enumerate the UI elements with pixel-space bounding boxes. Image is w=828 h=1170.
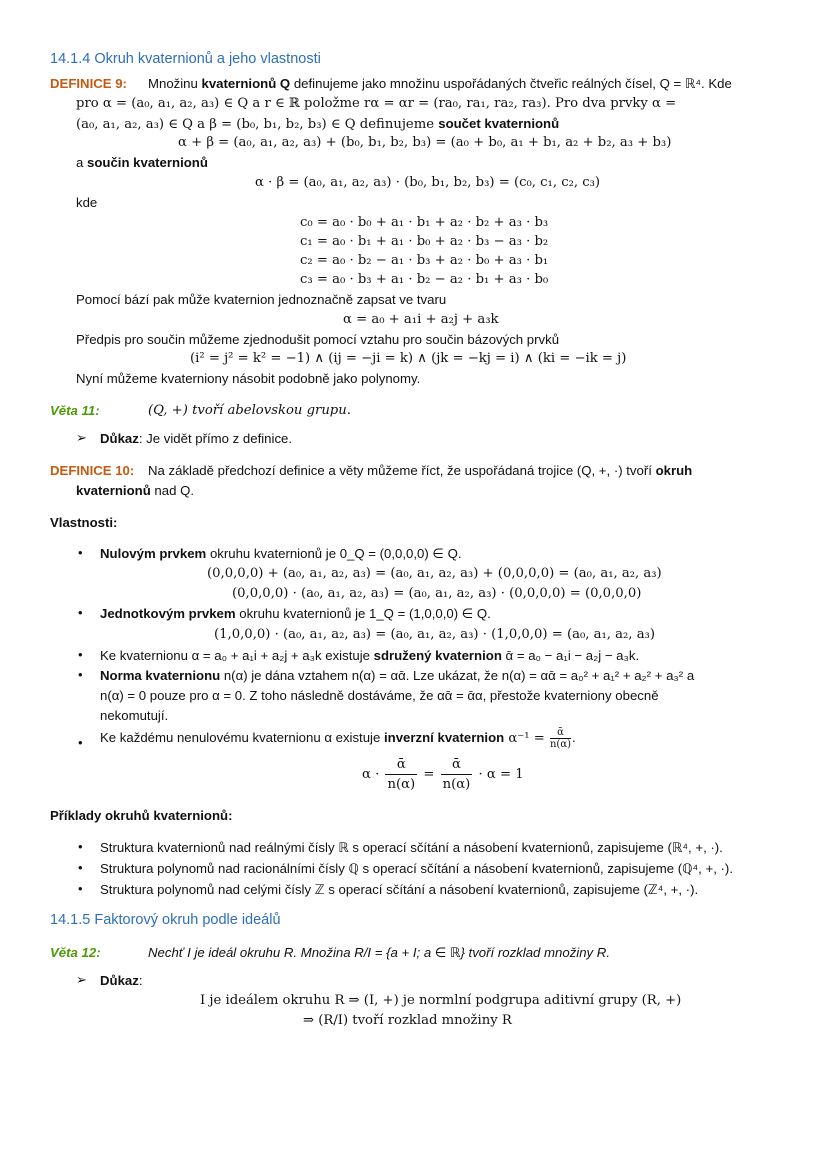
bold-term: sdružený kvaternion <box>373 648 502 663</box>
text-run: a <box>76 155 87 170</box>
arrow-bullet-icon: ➢ <box>76 972 87 987</box>
text-run: = <box>419 767 439 782</box>
inverse-fraction <box>550 727 571 750</box>
bullet-icon: • <box>78 881 83 896</box>
text-run: Množinu <box>148 76 202 91</box>
definition-line: pro α = (a₀, a₁, a₂, a₃) ∈ Q a r ∈ ℝ položme rα = αr = (ra₀, ra₁, ra₂, ra₃). Pro dva prvky α = <box>76 96 677 111</box>
definition-line: Pomocí bází pak může kvaternion jednoznačně zapsat ve tvaru <box>76 292 447 307</box>
definition-line: Nyní můžeme kvaterniony násobit podobně jako polynomy. <box>76 371 421 386</box>
text-run: · α = 1 <box>474 767 524 782</box>
text-run: α · <box>362 767 384 782</box>
product-formula: α · β = (a₀, a₁, a₂, a₃) · (b₀, b₁, b₂, b₃) = (c₀, c₁, c₂, c₃) <box>255 175 601 190</box>
text-run: okruhu kvaternionů je 0_Q = (0,0,0,0) ∈ Q. <box>206 546 462 561</box>
text-run: (a₀, a₁, a₂, a₃) ∈ Q a β = (b₀, b₁, b₂, b₃) ∈ Q definujeme <box>76 117 439 132</box>
property-item: Ke každému nenulovému kvaternionu α existuje inverzní kvaternion α⁻¹ = $\frac{\text{ᾱ}}{n(\alpha)}$. <box>100 727 576 750</box>
text-run: Ke kvaternionu α = a₀ + a₁i + a₂j + a₃k existuje <box>100 648 374 663</box>
fraction <box>441 755 473 794</box>
property-line: nekomutují. <box>100 708 169 723</box>
bullet-icon: • <box>78 545 83 560</box>
bullet-icon: • <box>78 735 83 750</box>
bold-term: součin kvaternionů <box>87 155 208 170</box>
arrow-bullet-icon: ➢ <box>76 430 87 445</box>
fraction-numerator: ᾱ <box>550 727 571 739</box>
inverse-formula <box>362 755 524 794</box>
section-heading: 14.1.5 Faktorový okruh podle ideálů <box>50 912 281 928</box>
theorem-statement: Nechť I je ideál okruhu R. Množina R/I = {a + I; a ∈ ℝ} tvoří rozklad množiny R. <box>148 945 610 960</box>
bold-term: součet kvaternionů <box>438 116 560 131</box>
fraction-denominator: n(α) <box>442 777 471 792</box>
property-formula: (0,0,0,0) + (a₀, a₁, a₂, a₃) = (a₀, a₁, a₂, a₃) + (0,0,0,0) = (a₀, a₁, a₂, a₃) <box>207 566 662 581</box>
theorem-label: Věta 11: <box>50 403 100 418</box>
text-run: ᾱ = a₀ − a₁i − a₂j − a₃k. <box>501 648 640 663</box>
definition-line <box>76 114 559 134</box>
section-heading: 14.1.4 Okruh kvaternionů a jeho vlastnosti <box>50 51 321 67</box>
properties-heading: Vlastnosti: <box>50 515 118 530</box>
bold-term: kvaternionů <box>76 483 151 498</box>
fraction-denominator: n(α) <box>549 739 571 750</box>
bold-term: Nulovým prvkem <box>100 546 207 561</box>
bold-term: Jednotkovým prvkem <box>100 606 236 621</box>
bullet-icon: • <box>78 839 83 854</box>
bullet-icon: • <box>78 860 83 875</box>
example-item: Struktura kvaternionů nad reálnými čísly ℝ s operací sčítání a násobení kvaternionů, zapisujeme (ℝ⁴, +, ·). <box>100 840 723 855</box>
theorem-statement: (Q, +) tvoří abelovskou grupu. <box>148 403 351 418</box>
text-run: definujeme jako množinu uspořádaných čtveřic reálných čísel, Q = ℝ⁴. Kde <box>290 76 732 91</box>
bullet-icon: • <box>78 647 83 662</box>
text-run: α⁻¹ = <box>504 730 549 746</box>
text-run: nad Q. <box>150 483 195 498</box>
text-run: : <box>138 973 143 988</box>
text-run: Na základě předchozí definice a věty můžeme říct, že uspořádaná trojice (Q, +, ·) tvoří <box>148 463 656 478</box>
proof-label: Důkaz <box>100 973 139 988</box>
fraction-numerator: ᾱ <box>385 755 417 775</box>
proof-line <box>100 971 143 990</box>
property-item <box>100 604 491 623</box>
property-formula: (1,0,0,0) · (a₀, a₁, a₂, a₃) = (a₀, a₁, a₂, a₃) · (1,0,0,0) = (a₀, a₁, a₂, a₃) <box>214 627 655 642</box>
sum-formula: α + β = (a₀, a₁, a₂, a₃) + (b₀, b₁, b₂, b₃) = (a₀ + b₀, a₁ + b₁, a₂ + b₂, a₃ + b₃) <box>178 135 672 150</box>
formula-c2: c₂ = a₀ · b₂ − a₁ · b₃ + a₂ · b₀ + a₃ · b₁ <box>300 253 549 268</box>
definition-line: kde <box>76 195 98 210</box>
property-item <box>100 646 639 665</box>
definition-label: DEFINICE 9: <box>50 76 127 91</box>
basis-formula: α = a₀ + a₁i + a₂j + a₃k <box>343 312 499 327</box>
bold-term: kvaternionů Q <box>201 76 291 91</box>
bold-term: okruh <box>655 463 693 478</box>
example-item: Struktura polynomů nad racionálními čísly ℚ s operací sčítání a násobení kvaternionů, zapisujeme (ℚ⁴, +, ·). <box>100 861 733 876</box>
property-item <box>100 666 694 685</box>
definition-line <box>76 481 194 500</box>
formula-c0: c₀ = a₀ · b₀ + a₁ · b₁ + a₂ · b₂ + a₃ · b₃ <box>300 215 549 230</box>
text-run: okruhu kvaternionů je 1_Q = (1,0,0,0) ∈ Q. <box>235 606 491 621</box>
examples-heading: Příklady okruhů kvaternionů: <box>50 808 233 823</box>
fraction-denominator: n(α) <box>387 777 416 792</box>
definition-label: DEFINICE 10: <box>50 463 135 478</box>
bold-term: inverzní kvaternion <box>384 729 505 745</box>
definition-line <box>76 153 208 172</box>
bullet-icon: • <box>78 605 83 620</box>
bold-term: Norma kvaternionu <box>100 668 221 683</box>
property-formula: (0,0,0,0) · (a₀, a₁, a₂, a₃) = (a₀, a₁, a₂, a₃) · (0,0,0,0) = (0,0,0,0) <box>232 586 642 601</box>
property-item <box>100 544 462 563</box>
proof-line <box>100 429 292 448</box>
text-run: Ke každému nenulovému kvaternionu α existuje <box>100 729 384 745</box>
proof-formula: I je ideálem okruhu R ⇒ (I, +) je normlní podgrupa aditivní grupy (R, +) <box>200 993 682 1008</box>
theorem-label: Věta 12: <box>50 945 101 960</box>
fraction <box>385 755 417 794</box>
formula-c1: c₁ = a₀ · b₁ + a₁ · b₀ + a₂ · b₃ − a₃ · b₂ <box>300 234 549 249</box>
definition-text <box>148 74 780 93</box>
bullet-icon: • <box>78 667 83 682</box>
proof-formula: ⇒ (R/I) tvoří rozklad množiny R <box>303 1013 512 1028</box>
basis-rule-formula: (i² = j² = k² = −1) ∧ (ij = −ji = k) ∧ (jk = −kj = i) ∧ (ki = −ik = j) <box>190 351 627 366</box>
fraction-numerator: ᾱ <box>441 755 473 775</box>
definition-text <box>148 461 692 480</box>
definition-line: Předpis pro součin můžeme zjednodušit pomocí vztahu pro součin bázových prvků <box>76 332 560 347</box>
text-run: n(α) je dána vztahem n(α) = αᾱ. Lze ukázat, že n(α) = αᾱ = a₀² + a₁² + a₂² + a₃² a <box>220 668 695 683</box>
formula-c3: c₃ = a₀ · b₃ + a₁ · b₂ − a₂ · b₁ + a₃ · b₀ <box>300 272 549 287</box>
text-run: : Je vidět přímo z definice. <box>138 431 293 446</box>
proof-label: Důkaz <box>100 431 139 446</box>
example-item: Struktura polynomů nad celými čísly ℤ s operací sčítání a násobení kvaternionů, zapisujeme (ℤ⁴, +, ·). <box>100 882 699 897</box>
property-line: n(α) = 0 pouze pro α = 0. Z toho následně dostáváme, že αᾱ = ᾱα, přestože kvaterniony obecně <box>100 688 659 703</box>
